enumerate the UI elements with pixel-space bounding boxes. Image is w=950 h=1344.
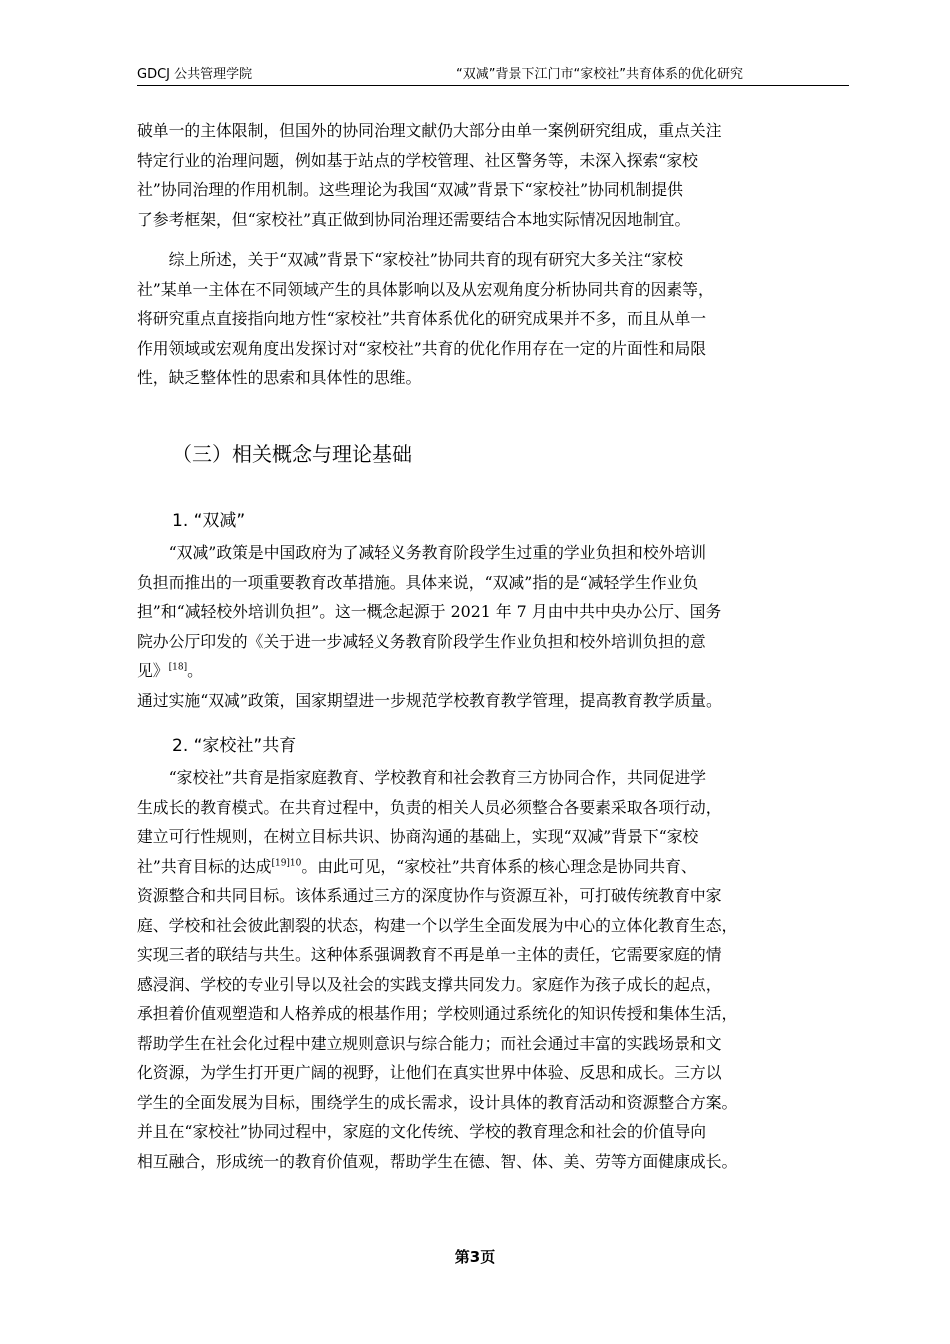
text-line: 综上所述，关于“双减”背景下“家校社”协同共育的现有研究大多关注“家校 — [137, 250, 683, 269]
paragraph-jiaoxiaoshe — [137, 763, 737, 1176]
text-line: 社”协同治理的作用机制。这些理论为我国“双减”背景下“家校社”协同机制提供 — [137, 180, 683, 199]
text-line: 破单一的主体限制，但国外的协同治理文献仍大部分由单一案例研究组成，重点关注 — [137, 121, 722, 140]
paragraph-1 — [137, 116, 722, 234]
text-line-with-citation — [137, 852, 737, 882]
text-line: 性，缺乏整体性的思索和具体性的思维。 — [137, 368, 422, 387]
text-line: 负担而推出的一项重要教育改革措施。具体来说，“双减”指的是“减轻学生作业负 — [137, 572, 699, 592]
header-left: GDCJ 公共管理学院 — [137, 67, 253, 82]
text-line: 院办公厅印发的《关于进一步减轻义务教育阶段学生作业负担和校外培训负担的意 — [137, 631, 706, 651]
text-line: 担”和“减轻校外培训负担”。这一概念起源于 2021 年 7 月由中共中央办公厅、国务 — [137, 602, 722, 621]
text-line-with-citation — [137, 656, 722, 686]
text-line: 感浸润、学校的专业引导以及社会的实践支撑共同发力。家庭作为孩子成长的起点， — [137, 974, 722, 994]
section-heading: （三）相关概念与理论基础 — [172, 442, 412, 466]
text-line: 通过实施“双减”政策，国家期望进一步规范学校教育教学管理，提高教育教学质量。 — [137, 690, 722, 710]
text-line: 相互融合，形成统一的教育价值观，帮助学生在德、智、体、美、劳等方面健康成长。 — [137, 1151, 738, 1171]
text-line: 并且在“家校社”协同过程中，家庭的文化传统、学校的教育理念和社会的价值导向 — [137, 1122, 707, 1141]
text-line: 资源整合和共同目标。该体系通过三方的深度协作与资源互补，可打破传统教育中家 — [137, 886, 722, 905]
paragraph-2 — [137, 245, 714, 393]
text-line: 特定行业的治理问题，例如基于站点的学校管理、社区警务等，未深入探索“家校 — [137, 150, 698, 170]
text-line: 作用领域或宏观角度出发探讨对“家校社”共育的优化作用存在一定的片面性和局限 — [137, 338, 707, 358]
text-span: 。由此可见，“家校社”共育体系的核心理念是协同共育、 — [301, 856, 697, 876]
page-number: 第3页 — [454, 1248, 496, 1266]
subsection-heading-2: 2. “家校社”共育 — [172, 736, 297, 756]
text-line: 帮助学生在社会化过程中建立规则意识与综合能力；而社会通过丰富的实践场景和文 — [137, 1033, 722, 1053]
header-rule — [137, 85, 849, 86]
text-line: 承担着价值观塑造和人格养成的根基作用；学校则通过系统化的知识传授和集体生活， — [137, 1004, 738, 1023]
text-line: 庭、学校和社会彼此割裂的状态，构建一个以学生全面发展为中心的立体化教育生态， — [137, 915, 738, 935]
text-line: 社”某单一主体在不同领域产生的具体影响以及从宏观角度分析协同共育的因素等， — [137, 279, 714, 299]
text-line: 将研究重点直接指向地方性“家校社”共育体系优化的研究成果并不多，而且从单一 — [137, 309, 707, 328]
text-line: 化资源，为学生打开更广阔的视野，让他们在真实世界中体验、反思和成长。三方以 — [137, 1063, 722, 1082]
text-line: “双减”政策是中国政府为了减轻义务教育阶段学生过重的学业负担和校外培训 — [137, 543, 707, 562]
text-span: 见》 — [137, 661, 169, 680]
header-right: “双减”背景下江门市“家校社”共育体系的优化研究 — [456, 67, 743, 82]
subsection-heading-1: 1. “双减” — [172, 511, 246, 531]
citation-ref: [18] — [168, 662, 188, 673]
text-line: 学生的全面发展为目标，围绕学生的成长需求，设计具体的教育活动和资源整合方案。 — [137, 1092, 738, 1112]
text-line: 了参考框架，但“家校社”真正做到协同治理还需要结合本地实际情况因地制宜。 — [137, 209, 691, 229]
text-line: “家校社”共育是指家庭教育、学校教育和社会教育三方协同合作，共同促进学 — [137, 768, 707, 787]
text-span: 。 — [187, 661, 203, 680]
text-span: 社”共育目标的达成 — [137, 856, 272, 876]
text-line: 实现三者的联结与共生。这种体系强调教育不再是单一主体的责任，它需要家庭的情 — [137, 945, 722, 964]
text-line: 生成长的教育模式。在共育过程中，负责的相关人员必须整合各要素采取各项行动， — [137, 797, 722, 817]
paragraph-shuangjian — [137, 538, 722, 715]
text-line: 建立可行性规则，在树立目标共识、协商沟通的基础上，实现“双减”背景下“家校 — [137, 827, 699, 846]
citation-ref: [19]10 — [271, 858, 302, 869]
